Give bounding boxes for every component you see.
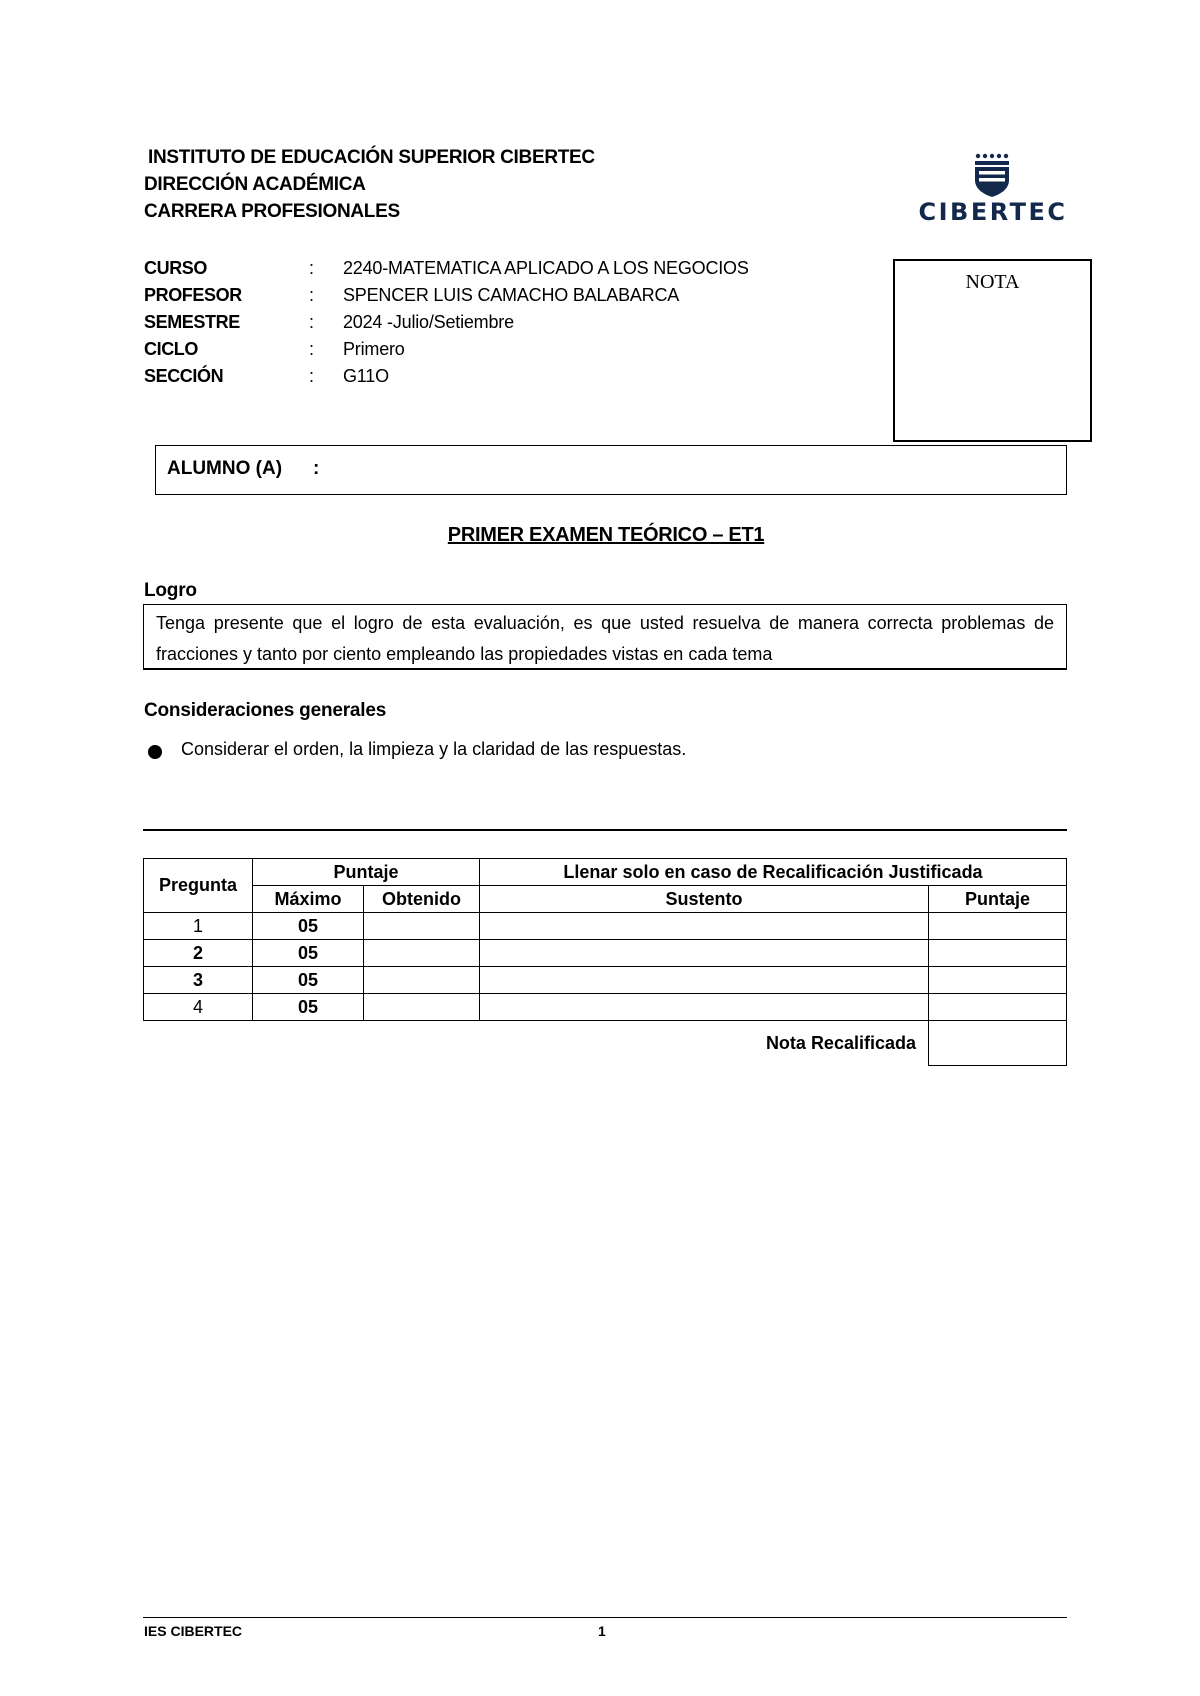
institution-subheader	[144, 171, 400, 225]
bullet-icon	[148, 745, 162, 759]
institution-name: INSTITUTO DE EDUCACIÓN SUPERIOR CIBERTEC	[148, 147, 595, 168]
info-value: 2240-MATEMATICA APLICADO A LOS NEGOCIOS	[343, 258, 749, 278]
institution-header	[148, 144, 595, 171]
puntaje-cell[interactable]	[929, 994, 1067, 1021]
info-colon: :	[309, 339, 315, 359]
obtenido-header: Obtenido	[364, 886, 480, 913]
puntaje-recalificado-header: Puntaje	[929, 886, 1067, 913]
logo-wordmark: CIBERTEC	[918, 198, 1068, 226]
table-row	[144, 967, 1067, 994]
puntaje-cell[interactable]	[929, 940, 1067, 967]
pregunta-header: Pregunta	[144, 859, 253, 913]
info-colon: :	[309, 285, 315, 305]
alumno-colon: :	[313, 458, 320, 479]
nota-recalificada-row	[144, 1021, 1067, 1066]
logro-text: Tenga presente que el logro de esta evaluación, es que usted resuelva de manera correcta problemas de fracciones y tanto por ciento empleando las propiedades vistas en cada tema	[156, 613, 1054, 664]
puntaje-cell[interactable]	[929, 967, 1067, 994]
obtenido-cell[interactable]	[364, 913, 480, 940]
info-colon: :	[309, 366, 315, 386]
info-label: PROFESOR	[144, 285, 242, 305]
table-subheader-row	[144, 886, 1067, 913]
info-value: Primero	[343, 339, 405, 359]
pregunta-cell: 4	[144, 994, 253, 1021]
footer-institution: IES CIBERTEC	[144, 1623, 243, 1639]
cibertec-logo	[918, 152, 1068, 232]
info-row-seccion	[144, 363, 749, 390]
maximo-header: Máximo	[253, 886, 364, 913]
alumno-label: ALUMNO (A)	[167, 458, 283, 479]
score-table	[143, 858, 1067, 1066]
info-row-profesor	[144, 282, 749, 309]
pregunta-cell: 2	[144, 940, 253, 967]
pregunta-cell: 1	[144, 913, 253, 940]
shield-logo-icon	[918, 152, 1068, 198]
obtenido-cell[interactable]	[364, 940, 480, 967]
info-colon: :	[309, 258, 315, 278]
direction-name: DIRECCIÓN ACADÉMICA	[144, 174, 366, 195]
recalificacion-header: Llenar solo en caso de Recalificación Justificada	[480, 859, 1067, 886]
info-row-curso	[144, 255, 749, 282]
puntaje-header: Puntaje	[253, 859, 480, 886]
sustento-cell[interactable]	[480, 967, 929, 994]
nota-recalificada-label: Nota Recalificada	[765, 1032, 916, 1053]
sustento-cell[interactable]	[480, 940, 929, 967]
sustento-cell[interactable]	[480, 994, 929, 1021]
nota-recalificada-cell[interactable]	[929, 1021, 1067, 1066]
info-label: CICLO	[144, 339, 198, 359]
logro-box	[143, 604, 1067, 670]
info-label: SEMESTRE	[144, 312, 240, 332]
logro-title: Logro	[144, 580, 197, 601]
pregunta-cell: 3	[144, 967, 253, 994]
obtenido-cell[interactable]	[364, 994, 480, 1021]
maximo-cell: 05	[253, 913, 364, 940]
page-number: 1	[598, 1623, 606, 1639]
alumno-field[interactable]	[155, 445, 1067, 495]
info-value: G11O	[343, 366, 389, 386]
nota-label: NOTA	[965, 271, 1020, 293]
info-colon: :	[309, 312, 315, 332]
sustento-header: Sustento	[480, 886, 929, 913]
puntaje-cell[interactable]	[929, 913, 1067, 940]
info-label: SECCIÓN	[144, 366, 224, 386]
info-row-ciclo	[144, 336, 749, 363]
career-name: CARRERA PROFESIONALES	[144, 201, 400, 222]
table-row	[144, 913, 1067, 940]
consideraciones-title: Consideraciones generales	[144, 700, 387, 721]
sustento-cell[interactable]	[480, 913, 929, 940]
course-info	[144, 255, 749, 390]
footer-divider	[143, 1617, 1067, 1618]
nota-box[interactable]	[893, 259, 1092, 442]
info-row-semestre	[144, 309, 749, 336]
maximo-cell: 05	[253, 940, 364, 967]
consideracion-item: Considerar el orden, la limpieza y la claridad de las respuestas.	[181, 739, 687, 759]
info-value: 2024 -Julio/Setiembre	[343, 312, 514, 332]
obtenido-cell[interactable]	[364, 967, 480, 994]
exam-title: PRIMER EXAMEN TEÓRICO – ET1	[447, 524, 765, 546]
info-value: SPENCER LUIS CAMACHO BALABARCA	[343, 285, 680, 305]
divider	[143, 829, 1067, 831]
table-row	[144, 994, 1067, 1021]
table-row	[144, 940, 1067, 967]
info-label: CURSO	[144, 258, 208, 278]
maximo-cell: 05	[253, 994, 364, 1021]
maximo-cell: 05	[253, 967, 364, 994]
table-header-row	[144, 859, 1067, 886]
